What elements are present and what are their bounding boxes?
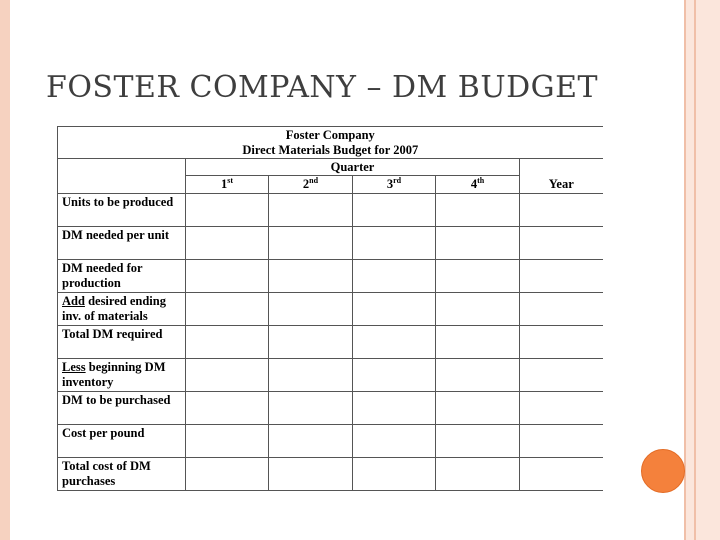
q3-cell: [353, 458, 436, 491]
row-label-text: DM needed for production: [62, 261, 143, 290]
quarter-number: 2: [302, 177, 310, 191]
table-row: [58, 326, 603, 359]
orange-circle-ornament: [641, 449, 685, 493]
table-title-cell: [58, 127, 603, 159]
ordinal-suffix: th: [477, 176, 485, 185]
table-row: [58, 227, 603, 260]
row-label: [58, 458, 186, 491]
row-label-prefix: Add: [62, 294, 85, 308]
q4-cell: [436, 392, 520, 425]
left-decorative-rule: [0, 0, 10, 540]
q1-cell: [186, 227, 269, 260]
q3-cell: [353, 260, 436, 293]
q2-cell: [269, 326, 353, 359]
q1-cell: [186, 392, 269, 425]
table-row: [58, 425, 603, 458]
ordinal-suffix: st: [227, 176, 234, 185]
ordinal-suffix: nd: [309, 176, 319, 185]
quarter-4-header: [436, 176, 520, 194]
table-row: [58, 260, 603, 293]
q1-cell: [186, 194, 269, 227]
row-label: [58, 293, 186, 326]
dm-budget-table: [57, 126, 603, 491]
q3-cell: [353, 194, 436, 227]
quarter-number: 4: [470, 177, 478, 191]
row-label: [58, 425, 186, 458]
row-label-text: beginning DM inventory: [62, 360, 166, 389]
q2-cell: [269, 458, 353, 491]
q4-cell: [436, 227, 520, 260]
row-label: [58, 194, 186, 227]
quarter-3-header: [353, 176, 436, 194]
table-row: [58, 458, 603, 491]
table-row: [58, 392, 603, 425]
q3-cell: [353, 293, 436, 326]
quarter-number: 1: [220, 177, 228, 191]
year-cell: [520, 194, 603, 227]
row-label-text: DM needed per unit: [62, 228, 170, 242]
quarter-1-header: [186, 176, 269, 194]
year-cell: [520, 392, 603, 425]
row-label-text: Cost per pound: [62, 426, 145, 440]
q1-cell: [186, 425, 269, 458]
year-cell: [520, 260, 603, 293]
q2-cell: [269, 359, 353, 392]
q1-cell: [186, 260, 269, 293]
year-cell: [520, 425, 603, 458]
right-decorative-inner-line: [694, 0, 696, 540]
q3-cell: [353, 392, 436, 425]
table-row: [58, 359, 603, 392]
row-label-text: Units to be produced: [62, 195, 174, 209]
q1-cell: [186, 326, 269, 359]
q1-cell: [186, 359, 269, 392]
q4-cell: [436, 359, 520, 392]
row-label-prefix: Less: [62, 360, 86, 374]
company-name: Foster Company: [285, 128, 375, 142]
q4-cell: [436, 293, 520, 326]
q2-cell: [269, 194, 353, 227]
quarter-2-header: [269, 176, 353, 194]
row-label: [58, 227, 186, 260]
q4-cell: [436, 458, 520, 491]
row-label-text: desired ending inv. of materials: [62, 294, 166, 323]
right-decorative-border: [684, 0, 720, 540]
quarter-row: [58, 159, 603, 176]
q4-cell: [436, 260, 520, 293]
row-label-text: Total DM required: [62, 327, 163, 341]
year-cell: [520, 293, 603, 326]
year-cell: [520, 458, 603, 491]
budget-subtitle: Direct Materials Budget for 2007: [242, 143, 419, 157]
row-label: [58, 326, 186, 359]
q2-cell: [269, 227, 353, 260]
table-row: [58, 194, 603, 227]
table-row: [58, 293, 603, 326]
ordinal-suffix: rd: [393, 176, 402, 185]
header-blank-cell: [58, 159, 186, 194]
year-cell: [520, 227, 603, 260]
row-label: [58, 392, 186, 425]
year-cell: [520, 326, 603, 359]
q2-cell: [269, 260, 353, 293]
quarter-label: Quarter: [186, 159, 520, 176]
q4-cell: [436, 326, 520, 359]
q2-cell: [269, 425, 353, 458]
q3-cell: [353, 227, 436, 260]
year-cell: [520, 359, 603, 392]
row-label-text: Total cost of DM purchases: [62, 459, 151, 488]
row-label: [58, 260, 186, 293]
q3-cell: [353, 425, 436, 458]
year-header: Year: [520, 159, 603, 194]
q4-cell: [436, 194, 520, 227]
table-title-row: [58, 127, 603, 159]
quarter-number: 3: [386, 177, 394, 191]
row-label-text: DM to be purchased: [62, 393, 171, 407]
row-label: [58, 359, 186, 392]
q1-cell: [186, 293, 269, 326]
q3-cell: [353, 359, 436, 392]
q3-cell: [353, 326, 436, 359]
q4-cell: [436, 425, 520, 458]
q2-cell: [269, 293, 353, 326]
slide-title: FOSTER COMPANY – DM BUDGET: [46, 70, 599, 105]
q2-cell: [269, 392, 353, 425]
q1-cell: [186, 458, 269, 491]
